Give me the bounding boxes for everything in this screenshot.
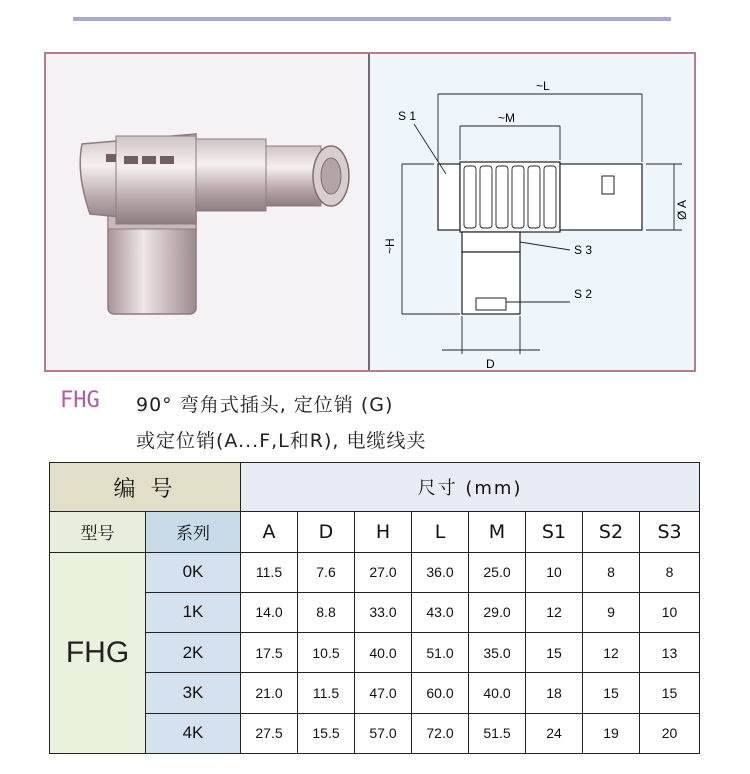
value-cell-S3: 20 <box>640 713 700 753</box>
dim-label-S1: S 1 <box>398 109 417 123</box>
value-cell-H: 40.0 <box>355 633 412 673</box>
table-row <box>50 592 700 632</box>
value-cell-D: 15.5 <box>298 713 355 753</box>
table-row <box>50 673 700 713</box>
value-cell-S1: 24 <box>526 713 583 753</box>
series-cell: 3K <box>146 673 241 713</box>
value-cell-D: 10.5 <box>298 633 355 673</box>
caption-description-line2: 或定位销(A...F,L和R), 电缆线夹 <box>136 430 427 452</box>
right-angle-plug-image <box>46 54 368 370</box>
table-header-row-columns <box>50 512 700 552</box>
table-header-row-top <box>50 463 700 512</box>
caption-description-line1: 90° 弯角式插头, 定位销 (G) <box>136 394 394 416</box>
column-header-S3: S3 <box>640 512 700 552</box>
column-header-M: M <box>469 512 526 552</box>
value-cell-A: 27.5 <box>241 713 298 753</box>
value-cell-L: 72.0 <box>412 713 469 753</box>
product-figure <box>44 52 696 372</box>
product-caption <box>60 388 740 458</box>
value-cell-L: 43.0 <box>412 592 469 632</box>
technical-drawing <box>370 54 694 370</box>
value-cell-M: 51.5 <box>469 713 526 753</box>
series-cell: 4K <box>146 713 241 753</box>
value-cell-H: 57.0 <box>355 713 412 753</box>
value-cell-D: 7.6 <box>298 552 355 592</box>
dim-label-A: Ø A <box>675 199 689 220</box>
value-cell-L: 51.0 <box>412 633 469 673</box>
column-header-D: D <box>298 512 355 552</box>
product-photo <box>46 54 368 370</box>
series-column-header: 系列 <box>146 512 241 552</box>
dim-label-S2: S 2 <box>574 287 593 301</box>
column-header-S1: S1 <box>526 512 583 552</box>
value-cell-S2: 15 <box>583 673 640 713</box>
column-header-A: A <box>241 512 298 552</box>
value-cell-D: 8.8 <box>298 592 355 632</box>
column-header-L: L <box>412 512 469 552</box>
dim-label-L: ~L <box>536 79 550 93</box>
value-cell-A: 21.0 <box>241 673 298 713</box>
series-cell: 1K <box>146 592 241 632</box>
value-cell-M: 25.0 <box>469 552 526 592</box>
dim-label-H: ~H <box>383 238 397 254</box>
series-cell: 2K <box>146 633 241 673</box>
dim-label-D: D <box>486 357 495 370</box>
size-header: 尺寸 (mm) <box>241 463 700 512</box>
caption-model-code: FHG <box>60 388 100 413</box>
table-row <box>50 633 700 673</box>
series-cell: 0K <box>146 552 241 592</box>
value-cell-S3: 8 <box>640 552 700 592</box>
column-header-H: H <box>355 512 412 552</box>
value-cell-S2: 9 <box>583 592 640 632</box>
value-cell-S2: 8 <box>583 552 640 592</box>
dim-label-S3: S 3 <box>574 243 593 257</box>
value-cell-A: 11.5 <box>241 552 298 592</box>
value-cell-M: 35.0 <box>469 633 526 673</box>
value-cell-M: 40.0 <box>469 673 526 713</box>
top-divider-rule <box>73 17 671 21</box>
value-cell-H: 47.0 <box>355 673 412 713</box>
value-cell-L: 60.0 <box>412 673 469 713</box>
dimension-drawing <box>370 54 694 370</box>
value-cell-A: 14.0 <box>241 592 298 632</box>
model-cell: FHG <box>50 552 146 753</box>
value-cell-H: 27.0 <box>355 552 412 592</box>
value-cell-S2: 19 <box>583 713 640 753</box>
model-column-header: 型号 <box>50 512 146 552</box>
value-cell-S1: 10 <box>526 552 583 592</box>
code-header: 编 号 <box>50 463 241 512</box>
value-cell-S2: 12 <box>583 633 640 673</box>
value-cell-L: 36.0 <box>412 552 469 592</box>
value-cell-S3: 15 <box>640 673 700 713</box>
value-cell-S3: 10 <box>640 592 700 632</box>
table-row <box>50 552 700 592</box>
dimension-spec-table <box>49 462 700 754</box>
dim-label-M: ~M <box>498 111 516 125</box>
table-row <box>50 713 700 753</box>
value-cell-S1: 18 <box>526 673 583 713</box>
value-cell-S1: 15 <box>526 633 583 673</box>
value-cell-S3: 13 <box>640 633 700 673</box>
value-cell-H: 33.0 <box>355 592 412 632</box>
value-cell-S1: 12 <box>526 592 583 632</box>
column-header-S2: S2 <box>583 512 640 552</box>
value-cell-M: 29.0 <box>469 592 526 632</box>
value-cell-A: 17.5 <box>241 633 298 673</box>
value-cell-D: 11.5 <box>298 673 355 713</box>
